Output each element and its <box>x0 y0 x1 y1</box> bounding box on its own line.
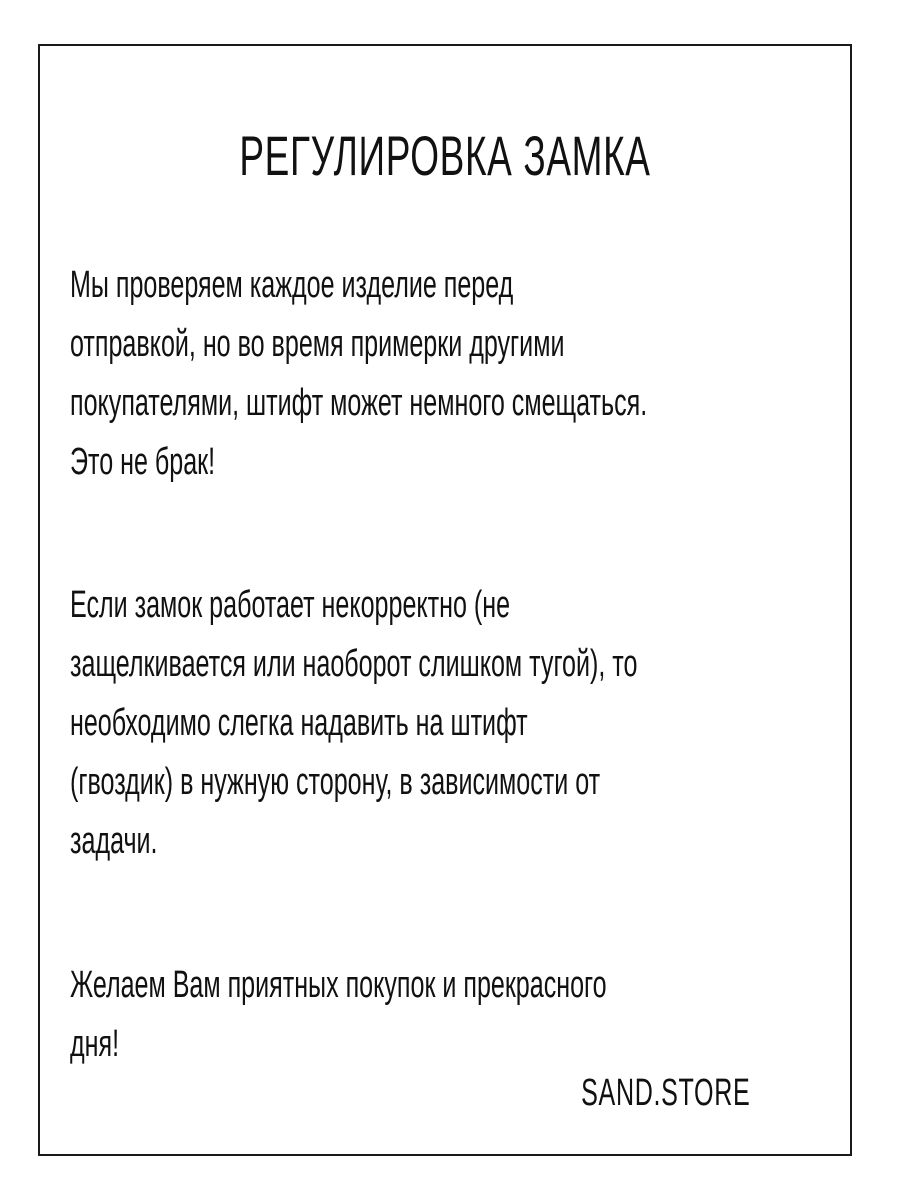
text-line: Это не брак! <box>70 441 216 483</box>
paragraph-inspection-notice <box>70 256 816 492</box>
text-line: защелкивается или наоборот слишком тугой), то <box>70 643 638 685</box>
text-line: Мы проверяем каждое изделие перед <box>70 264 514 306</box>
notice-card <box>38 44 852 1156</box>
text-line: дня! <box>70 1023 120 1065</box>
text-line: (гвоздик) в нужную сторону, в зависимости от <box>70 761 601 803</box>
text-line: отправкой, но во время примерки другими <box>70 323 565 365</box>
text-line: покупателями, штифт может немного смещаться. <box>70 382 648 424</box>
page-title: РЕГУЛИРОВКА ЗАМКА <box>239 124 651 187</box>
text-line: Желаем Вам приятных покупок и прекрасного <box>70 964 607 1006</box>
text-line: Если замок работает некорректно (не <box>70 584 511 626</box>
store-signature: SAND.STORE <box>580 1072 750 1114</box>
paragraph-closing-wishes <box>70 956 816 1074</box>
text-line: необходимо слегка надавить на штифт <box>70 702 528 744</box>
text-line: задачи. <box>70 820 158 862</box>
paragraph-adjustment-instructions <box>70 576 816 871</box>
